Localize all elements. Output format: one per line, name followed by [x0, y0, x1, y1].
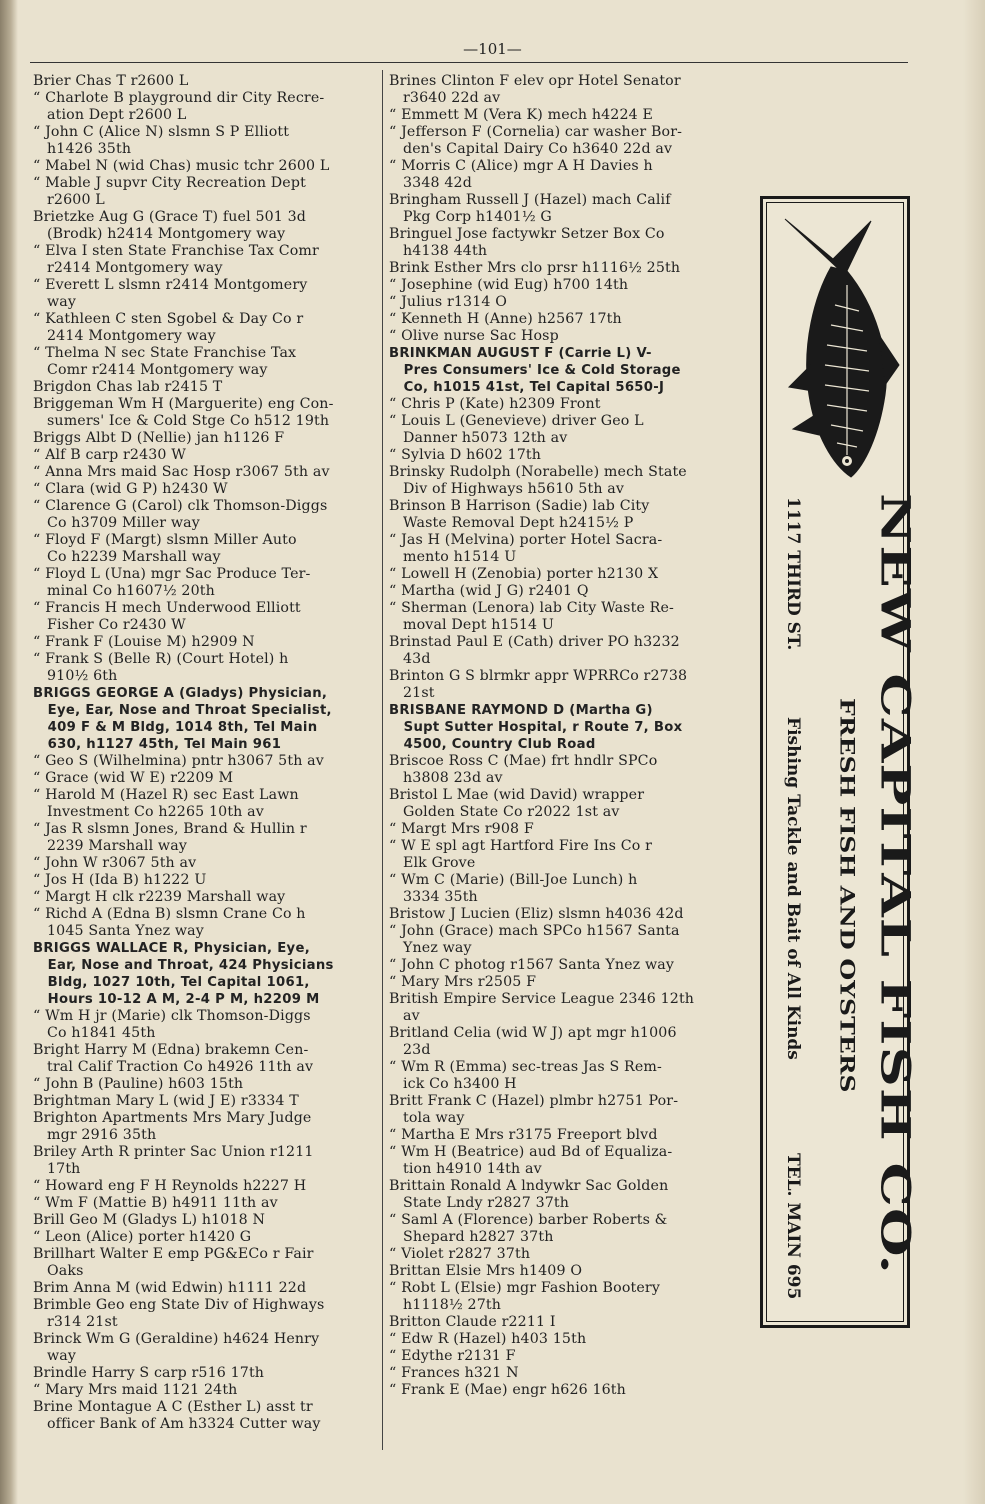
directory-line: Briggs Albt D (Nellie) jan h1126 F — [33, 430, 285, 446]
directory-line: “ John W r3067 5th av — [33, 855, 197, 871]
directory-line: British Empire Service League 2346 12th — [389, 991, 695, 1007]
directory-line: “ Robt L (Elsie) mgr Fashion Bootery — [389, 1280, 661, 1296]
directory-line: “ Mable J supvr City Recreation Dept — [33, 175, 306, 191]
column-divider — [382, 70, 383, 1450]
directory-line: 409 F & M Bldg, 1014 8th, Tel Main — [33, 720, 318, 735]
directory-line: h1426 35th — [33, 141, 132, 157]
directory-line: 3334 35th — [389, 889, 478, 905]
directory-line: Brinton G S blrmkr appr WPRRCo r2738 — [389, 668, 688, 684]
directory-line: Brinstad Paul E (Cath) driver PO h3232 — [389, 634, 680, 650]
directory-line: “ Floyd F (Margt) slsmn Miller Auto — [33, 532, 297, 548]
directory-line: Brightman Mary L (wid J E) r3334 T — [33, 1093, 299, 1109]
directory-line: Div of Highways h5610 5th av — [389, 481, 625, 497]
directory-line: 43d — [389, 651, 431, 667]
directory-line: “ Wm H jr (Marie) clk Thomson-Diggs — [33, 1008, 311, 1024]
directory-line: “ Kathleen C sten Sgobel & Day Co r — [33, 311, 304, 327]
directory-line: officer Bank of Am h3324 Cutter way — [33, 1416, 321, 1432]
directory-line: Britton Claude r2211 I — [389, 1314, 556, 1330]
directory-line: Brine Montague A C (Esther L) asst tr — [33, 1399, 313, 1415]
directory-line: mgr 2916 35th — [33, 1127, 157, 1143]
directory-line: r2600 L — [33, 192, 105, 208]
directory-line: “ Olive nurse Sac Hosp — [389, 328, 559, 344]
directory-line: Brighton Apartments Mrs Mary Judge — [33, 1110, 312, 1126]
directory-line: “ Clara (wid G P) h2430 W — [33, 481, 228, 497]
page-binding-edge — [0, 0, 18, 1504]
directory-line: Brinson B Harrison (Sadie) lab City — [389, 498, 650, 514]
directory-line: Comr r2414 Montgomery way — [33, 362, 268, 378]
directory-line: Bringham Russell J (Hazel) mach Calif — [389, 192, 671, 208]
directory-line: “ Harold M (Hazel R) sec East Lawn — [33, 787, 299, 803]
directory-line: Ynez way — [389, 940, 472, 956]
directory-line: “ Charlote B playground dir City Recre- — [33, 90, 325, 106]
directory-line: h1118½ 27th — [389, 1297, 502, 1313]
directory-line: Briley Arth R printer Sac Union r1211 — [33, 1144, 314, 1160]
directory-line: Supt Sutter Hospital, r Route 7, Box — [389, 720, 683, 735]
directory-line: Eye, Ear, Nose and Throat Specialist, — [33, 703, 332, 718]
directory-line: “ Elva I sten State Franchise Tax Comr — [33, 243, 319, 259]
directory-line: 17th — [33, 1161, 81, 1177]
directory-line: Oaks — [33, 1263, 84, 1279]
directory-line: “ Anna Mrs maid Sac Hosp r3067 5th av — [33, 464, 330, 480]
directory-line: “ Sylvia D h602 17th — [389, 447, 542, 463]
directory-line: ation Dept r2600 L — [33, 107, 187, 123]
directory-line: “ Frances h321 N — [389, 1365, 519, 1381]
directory-line: 21st — [389, 685, 435, 701]
directory-line: “ Mabel N (wid Chas) music tchr 2600 L — [33, 158, 330, 174]
directory-line: “ Wm H (Beatrice) aud Bd of Equaliza- — [389, 1144, 673, 1160]
ad-address: 1117 THIRD ST. — [783, 497, 803, 651]
directory-line: Britland Celia (wid W J) apt mgr h1006 — [389, 1025, 677, 1041]
directory-line: “ Julius r1314 O — [389, 294, 508, 310]
directory-line: “ John C (Alice N) slsmn S P Elliott — [33, 124, 290, 140]
directory-line: “ Frank S (Belle R) (Court Hotel) h — [33, 651, 289, 667]
directory-line: way — [33, 1348, 77, 1364]
directory-line: Brigdon Chas lab r2415 T — [33, 379, 223, 395]
directory-line: BRIGGS WALLACE R, Physician, Eye, — [33, 941, 311, 956]
directory-line: Briscoe Ross C (Mae) frt hndlr SPCo — [389, 753, 658, 769]
directory-line: “ Alf B carp r2430 W — [33, 447, 187, 463]
directory-line: 1045 Santa Ynez way — [33, 923, 204, 939]
directory-line: Pkg Corp h1401½ G — [389, 209, 552, 225]
directory-line: “ Martha E Mrs r3175 Freeport blvd — [389, 1127, 658, 1143]
directory-line: Investment Co h2265 10th av — [33, 804, 264, 820]
directory-line: Brier Chas T r2600 L — [33, 73, 189, 89]
directory-line: Co h2239 Marshall way — [33, 549, 221, 565]
directory-line: “ John B (Pauline) h603 15th — [33, 1076, 244, 1092]
directory-line: “ Wm F (Mattie B) h4911 11th av — [33, 1195, 278, 1211]
directory-line: “ Josephine (wid Eug) h700 14th — [389, 277, 629, 293]
directory-line: mento h1514 U — [389, 549, 517, 565]
directory-line: “ Mary Mrs maid 1121 24th — [33, 1382, 238, 1398]
directory-line: “ Richd A (Edna B) slsmn Crane Co h — [33, 906, 306, 922]
directory-line: “ Jefferson F (Cornelia) car washer Bor- — [389, 124, 683, 140]
directory-line: “ Louis L (Genevieve) driver Geo L — [389, 413, 644, 429]
directory-line: Brinsky Rudolph (Norabelle) mech State — [389, 464, 687, 480]
directory-line: “ Howard eng F H Reynolds h2227 H — [33, 1178, 307, 1194]
directory-line: Brietzke Aug G (Grace T) fuel 501 3d — [33, 209, 307, 225]
directory-line: tion h4910 14th av — [389, 1161, 542, 1177]
directory-line: tral Calif Traction Co h4926 11th av — [33, 1059, 314, 1075]
ad-company-name: NEW CAPITAL FISH CO. — [871, 493, 919, 1275]
directory-line: ick Co h3400 H — [389, 1076, 517, 1092]
directory-line: Co h3709 Miller way — [33, 515, 200, 531]
directory-line: Bright Harry M (Edna) brakemn Cen- — [33, 1042, 309, 1058]
directory-line: “ Margt H clk r2239 Marshall way — [33, 889, 286, 905]
directory-line: State Lndy r2827 37th — [389, 1195, 570, 1211]
directory-line: “ Lowell H (Zenobia) porter h2130 X — [389, 566, 659, 582]
directory-line: r2414 Montgomery way — [33, 260, 223, 276]
directory-line: “ Clarence G (Carol) clk Thomson-Diggs — [33, 498, 328, 514]
directory-line: Co h1841 45th — [33, 1025, 156, 1041]
directory-line: Bristow J Lucien (Eliz) slsmn h4036 42d — [389, 906, 684, 922]
directory-line: “ Thelma N sec State Franchise Tax — [33, 345, 297, 361]
directory-line: BRISBANE RAYMOND D (Martha G) — [389, 703, 653, 718]
directory-line: Brink Esther Mrs clo prsr h1116½ 25th — [389, 260, 681, 276]
directory-line: Hours 10-12 A M, 2-4 P M, h2209 M — [33, 992, 320, 1007]
directory-line: “ Mary Mrs r2505 F — [389, 974, 537, 990]
directory-line: “ Sherman (Lenora) lab City Waste Re- — [389, 600, 674, 616]
ad-subtitle: FRESH FISH AND OYSTERS — [835, 698, 859, 1093]
directory-line: “ W E spl agt Hartford Fire Ins Co r — [389, 838, 653, 854]
directory-line: Brindle Harry S carp r516 17th — [33, 1365, 265, 1381]
directory-line: den's Capital Dairy Co h3640 22d av — [389, 141, 673, 157]
directory-line: “ Chris P (Kate) h2309 Front — [389, 396, 601, 412]
directory-line: Brinck Wm G (Geraldine) h4624 Henry — [33, 1331, 320, 1347]
directory-line: “ Grace (wid W E) r2209 M — [33, 770, 234, 786]
directory-line: “ Martha (wid J G) r2401 Q — [389, 583, 589, 599]
directory-line: “ Floyd L (Una) mgr Sac Produce Ter- — [33, 566, 311, 582]
directory-line: BRIGGS GEORGE A (Gladys) Physician, — [33, 686, 328, 701]
directory-line: “ John (Grace) mach SPCo h1567 Santa — [389, 923, 680, 939]
directory-line: Brines Clinton F elev opr Hotel Senator — [389, 73, 681, 89]
directory-line: way — [33, 294, 77, 310]
directory-line: “ Jas R slsmn Jones, Brand & Hullin r — [33, 821, 307, 837]
directory-line: Brittain Ronald A lndywkr Sac Golden — [389, 1178, 669, 1194]
page-number: —101— — [463, 40, 522, 58]
directory-line: 2239 Marshall way — [33, 838, 187, 854]
directory-line: “ Edw R (Hazel) h403 15th — [389, 1331, 587, 1347]
advertisement-box — [760, 196, 919, 1328]
directory-line: “ Edythe r2131 F — [389, 1348, 516, 1364]
directory-column-middle — [389, 73, 746, 1399]
directory-line: “ Morris C (Alice) mgr A H Davies h — [389, 158, 653, 174]
directory-line: “ Everett L slsmn r2414 Montgomery — [33, 277, 308, 293]
directory-line: h4138 44th — [389, 243, 488, 259]
directory-line: Golden State Co r2022 1st av — [389, 804, 620, 820]
directory-line: av — [389, 1008, 420, 1024]
directory-line: Bristol L Mae (wid David) wrapper — [389, 787, 645, 803]
directory-line: 4500, Country Club Road — [389, 737, 596, 752]
directory-line: 910½ 6th — [33, 668, 118, 684]
directory-line: Waste Removal Dept h2415½ P — [389, 515, 634, 531]
directory-line: sumers' Ice & Cold Stge Co h512 19th — [33, 413, 330, 429]
header-rule — [30, 62, 908, 63]
advertisement-inner-border — [766, 202, 919, 1322]
directory-line: “ Frank E (Mae) engr h626 16th — [389, 1382, 626, 1398]
directory-line: “ Wm C (Marie) (Bill-Joe Lunch) h — [389, 872, 638, 888]
directory-line: Brittan Elsie Mrs h1409 O — [389, 1263, 583, 1279]
directory-line: h3808 23d av — [389, 770, 503, 786]
directory-line: r314 21st — [33, 1314, 118, 1330]
directory-line: Danner h5073 12th av — [389, 430, 568, 446]
directory-line: “ Jas H (Melvina) porter Hotel Sacra- — [389, 532, 663, 548]
directory-line: Brimble Geo eng State Div of Highways — [33, 1297, 325, 1313]
directory-line: Co, h1015 41st, Tel Capital 5650-J — [389, 380, 665, 395]
directory-line: 3348 42d — [389, 175, 472, 191]
directory-line: Briggeman Wm H (Marguerite) eng Con- — [33, 396, 334, 412]
directory-line: “ Wm R (Emma) sec-treas Jas S Rem- — [389, 1059, 662, 1075]
directory-line: “ Saml A (Florence) barber Roberts & — [389, 1212, 668, 1228]
directory-line: Bringuel Jose factywkr Setzer Box Co — [389, 226, 665, 242]
directory-line: Fisher Co r2430 W — [33, 617, 186, 633]
directory-line: “ Violet r2827 37th — [389, 1246, 531, 1262]
directory-line: “ Geo S (Wilhelmina) pntr h3067 5th av — [33, 753, 324, 769]
directory-line: moval Dept h1514 U — [389, 617, 554, 633]
directory-line: “ Francis H mech Underwood Elliott — [33, 600, 301, 616]
directory-line: Ear, Nose and Throat, 424 Physicians — [33, 958, 334, 973]
fish-icon — [775, 215, 903, 485]
directory-line: minal Co h1607½ 20th — [33, 583, 215, 599]
directory-line: “ Kenneth H (Anne) h2567 17th — [389, 311, 622, 327]
directory-line: r3640 22d av — [389, 90, 501, 106]
page-edge — [963, 0, 985, 1504]
directory-line: Brillhart Walter E emp PG&ECo r Fair — [33, 1246, 314, 1262]
ad-products: Fishing Tackle and Bait of All Kinds — [783, 717, 803, 1060]
directory-line: (Brodk) h2414 Montgomery way — [33, 226, 286, 242]
directory-line: “ Frank F (Louise M) h2909 N — [33, 634, 255, 650]
directory-line: “ Leon (Alice) porter h1420 G — [33, 1229, 252, 1245]
directory-line: Elk Grove — [389, 855, 476, 871]
directory-line: Shepard h2827 37th — [389, 1229, 554, 1245]
directory-line: “ John C photog r1567 Santa Ynez way — [389, 957, 675, 973]
directory-line: 23d — [389, 1042, 431, 1058]
directory-line: “ Jos H (Ida B) h1222 U — [33, 872, 207, 888]
directory-line: Brill Geo M (Gladys L) h1018 N — [33, 1212, 266, 1228]
directory-line: tola way — [389, 1110, 465, 1126]
directory-line: Britt Frank C (Hazel) plmbr h2751 Por- — [389, 1093, 679, 1109]
directory-line: Brim Anna M (wid Edwin) h1111 22d — [33, 1280, 307, 1296]
directory-line: Pres Consumers' Ice & Cold Storage — [389, 363, 681, 378]
directory-line: “ Margt Mrs r908 F — [389, 821, 534, 837]
directory-line: 2414 Montgomery way — [33, 328, 216, 344]
directory-line: BRINKMAN AUGUST F (Carrie L) V- — [389, 346, 652, 361]
directory-line: 630, h1127 45th, Tel Main 961 — [33, 737, 282, 752]
directory-line: Bldg, 1027 10th, Tel Capital 1061, — [33, 975, 310, 990]
ad-phone: TEL. MAIN 695 — [783, 1153, 803, 1300]
directory-column-left — [33, 73, 377, 1433]
directory-line: “ Emmett M (Vera K) mech h4224 E — [389, 107, 653, 123]
